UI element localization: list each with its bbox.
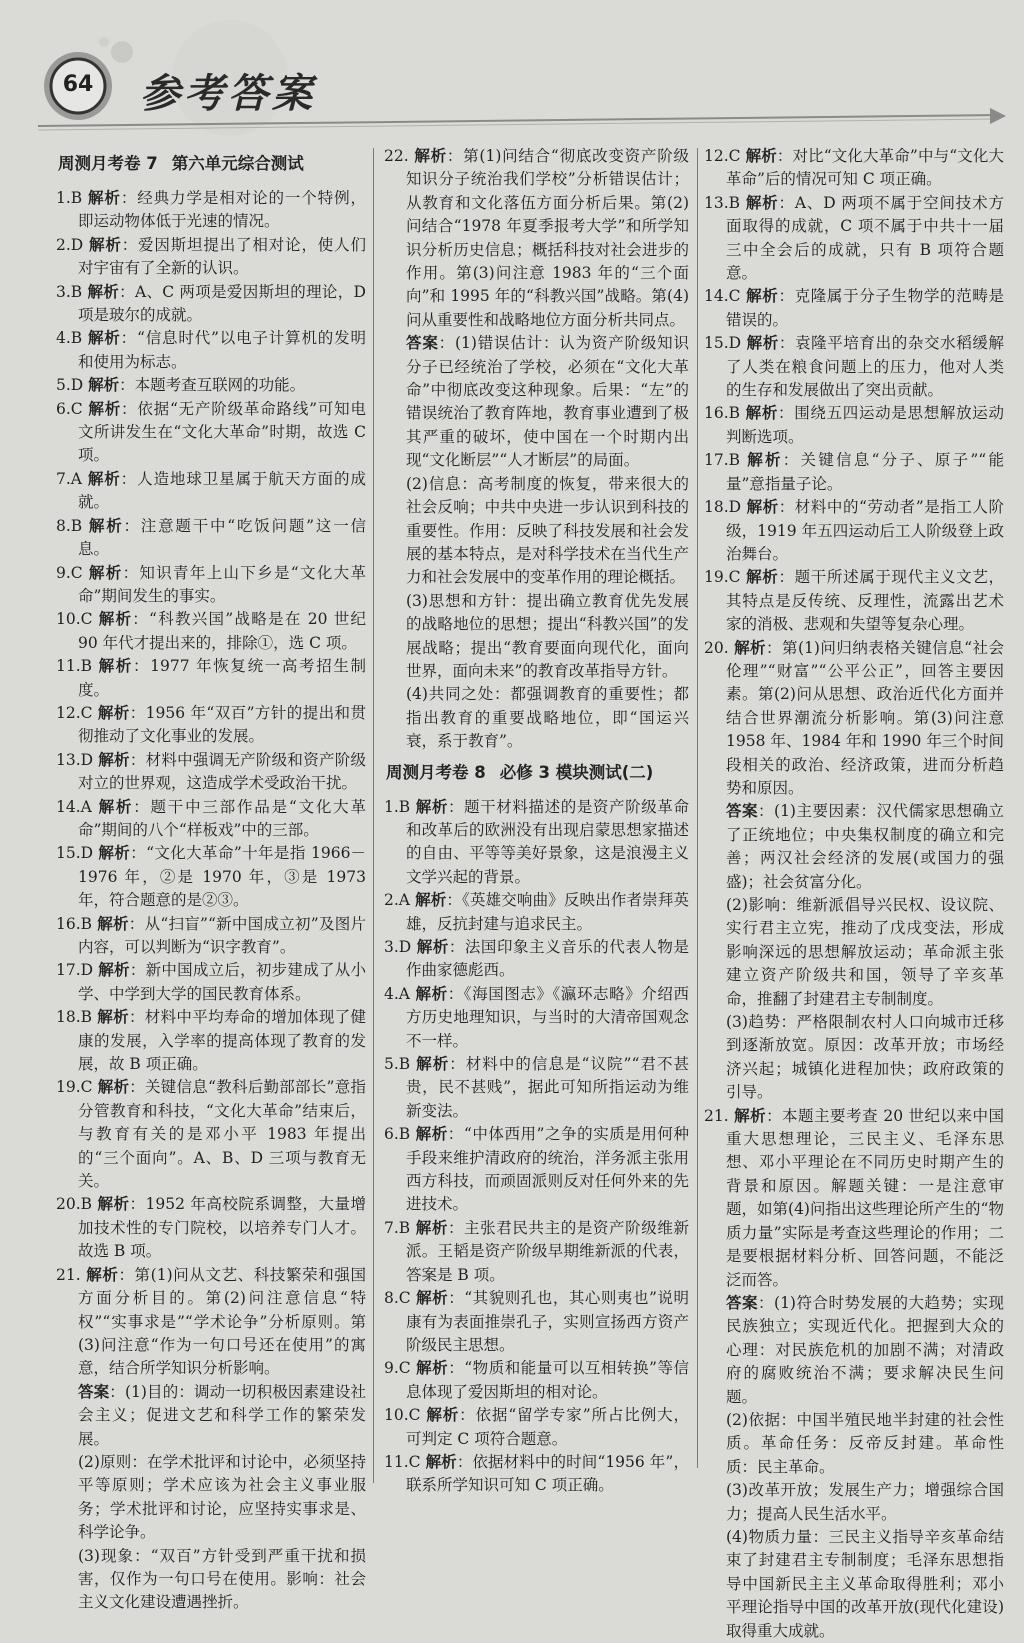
question-number: 11.C	[384, 1452, 421, 1471]
question-number: 6.C	[56, 399, 83, 418]
answer-label: 解析	[426, 1406, 460, 1425]
question-number: 3.D	[384, 938, 412, 956]
answer-item	[384, 936, 689, 983]
question-number: 7.B	[384, 1218, 411, 1237]
question-number: 7.A	[56, 469, 82, 488]
answer-item	[704, 449, 1004, 496]
answer-label: 解析	[746, 334, 779, 353]
answer-text: ：依据材料中的时间“1956 年”，联系所学知识可知 C 项正确。	[406, 1452, 689, 1495]
answer-text: (4)物质力量：三民主义指导辛亥革命结束了封建君主专制制度；毛泽东思想指导中国新民主主义革命取得胜利；邓小平理论指导中国的改革开放(现代化建设)取得重大成就。	[726, 1527, 1004, 1640]
page-title: 参考答案	[140, 71, 316, 117]
answer-item	[56, 959, 366, 1006]
answer-continuation	[56, 1451, 366, 1545]
answer-label: 解析	[415, 984, 448, 1003]
question-number: 17.D	[56, 961, 94, 980]
section-title	[386, 760, 689, 786]
answer-text: ：1956 年“双百”方针的提出和贯彻推动了文化事业的发展。	[78, 703, 366, 746]
answer-text: ：知识青年上山下乡是“文化大革命”期间发生的事实。	[78, 563, 366, 605]
question-number: 12.C	[704, 147, 741, 165]
answer-item	[56, 234, 366, 281]
answer-column-2	[384, 145, 689, 1498]
answer-label: 解析	[86, 1265, 119, 1284]
answer-continuation	[704, 1479, 1004, 1526]
answer-item	[56, 374, 366, 397]
page-header	[0, 0, 1024, 140]
answer-text: ：经典力学是相对论的一个特例，即运动物体低于光速的情况。	[78, 189, 366, 231]
answer-item	[704, 566, 1004, 636]
question-number: 15.D	[56, 844, 94, 863]
question-number: 14.A	[56, 797, 92, 816]
answer-label: 解析	[415, 1218, 448, 1237]
answer-text: ：对比“文化大革命”中与“文化大革命”后的情况可知 C 项正确。	[726, 147, 1004, 189]
answer-item	[56, 913, 366, 960]
answer-item	[56, 842, 366, 912]
question-number: 10.C	[56, 610, 93, 629]
answer-text: ：依据“留学专家”所占比例大，可判定 C 项符合题意。	[406, 1406, 689, 1448]
answer-label: 解析	[746, 568, 779, 587]
answer-continuation	[704, 1409, 1004, 1479]
section-title-code: 周测月考卷 8	[386, 762, 486, 782]
answer-item	[56, 562, 366, 609]
answer-item	[56, 608, 366, 655]
answer-continuation	[384, 332, 689, 472]
answer-item	[384, 1357, 689, 1404]
answer-label: 答案	[78, 1382, 110, 1401]
answer-item	[56, 1193, 366, 1263]
answer-item	[704, 637, 1004, 801]
answer-item	[56, 796, 366, 843]
question-number: 19.C	[56, 1078, 93, 1097]
answer-text: (3)现象：“双百”方针受到严重干扰和损害，仅作为一句口号在使用。影响：社会主义文化建设遭遇挫折。	[78, 1546, 366, 1612]
answer-label: 解析	[745, 147, 777, 165]
question-number: 20.B	[56, 1195, 93, 1214]
answer-item	[56, 187, 366, 234]
answer-label: 解析	[88, 516, 124, 535]
question-number: 9.C	[384, 1359, 411, 1378]
answer-item	[56, 468, 366, 515]
answer-label: 解析	[416, 1289, 449, 1308]
answer-text: ：新中国成立后，初步建成了从小学、中学到大学的国民教育体系。	[78, 961, 366, 1003]
answer-text: ：A、D 两项不属于空间技术方面取得的成就，C 项不属于中共十一届三中全会后的成就，只有 B 项符合题意。	[726, 193, 1004, 283]
answer-label: 解析	[97, 1008, 129, 1027]
answer-item	[384, 796, 689, 890]
answer-label: 解析	[416, 938, 449, 956]
question-number: 21.	[704, 1106, 729, 1125]
answer-label: 解析	[746, 498, 779, 517]
question-number: 18.D	[704, 498, 742, 517]
answer-label: 解析	[98, 750, 130, 769]
question-number: 13.D	[56, 750, 94, 769]
answer-text: ：克隆属于分子生物学的范畴是错误的。	[726, 287, 1004, 329]
question-number: 8.B	[56, 516, 83, 535]
question-number: 18.B	[56, 1008, 93, 1027]
answer-text: (3)思想和方针：提出确立教育优先发展的战略地位的思想；提出“科教兴国”的发展战略；提出“教育要面向现代化，面向世界，面向未来”的教育改革指导方针。	[406, 591, 689, 680]
answer-label: 解析	[97, 703, 130, 722]
answer-text: (3)趋势：严格限制农村人口向城市迁移到逐渐放宽。原因：改革开放；市场经济兴起；城镇化进程加快；政府政策的引导。	[726, 1013, 1004, 1102]
answer-text: (2)信息：高考制度的恢复，带来很大的社会反响；中共中央进一步认识到科技的重要性。作用：反映了科技发展和社会发展的基本特点，是对科学技术在当代生产力和社会发展中的变革作用的理论概括。	[406, 474, 689, 587]
answer-text: ：材料中强调无产阶级和资产阶级对立的世界观，这造成学术受政治干扰。	[78, 750, 366, 793]
answer-text: ：“其貌则孔也，其心则夷也”说明康有为表面推崇孔子，实则宣扬西方资产阶级民主思想。	[406, 1289, 689, 1354]
answer-text: ：《海国图志》《瀛环志略》介绍西方历史地理知识，与当时的大清帝国观念不一样。	[406, 984, 689, 1050]
answer-item	[384, 145, 689, 332]
answer-continuation	[384, 683, 689, 753]
answer-text: ：法国印象主义音乐的代表人物是作曲家德彪西。	[406, 938, 689, 980]
question-number: 16.B	[704, 404, 741, 423]
answer-label: 解析	[97, 1078, 130, 1097]
answer-item	[704, 496, 1004, 566]
answer-text: ：(1)主要因素：汉代儒家思想确立了正统地位；中央集权制度的确立和完善；两汉社会经济的发展(或国力的强盛)；社会贫富分化。	[726, 802, 1004, 891]
answer-label: 解析	[734, 638, 767, 657]
section-title-code: 周测月考卷 7	[58, 154, 158, 173]
answer-text: ：人造地球卫星属于航天方面的成就。	[78, 469, 366, 512]
question-number: 10.C	[384, 1406, 421, 1425]
answer-label: 解析	[745, 193, 779, 212]
column-divider-1	[373, 148, 374, 1483]
section-title	[58, 151, 366, 177]
answer-item	[704, 1105, 1004, 1292]
answer-label: 解析	[88, 376, 120, 395]
answer-item	[56, 281, 366, 328]
answer-text: ：“信息时代”以电子计算机的发明和使用为标志。	[78, 329, 366, 371]
question-number: 6.B	[384, 1125, 411, 1144]
answer-continuation	[704, 1526, 1004, 1643]
answer-item	[384, 983, 689, 1053]
answer-text: ：(1)错误估计：认为资产阶级知识分子已经统治了学校，必须在“文化大革命”中彻底改变这种现象。后果：“左”的错误统治了教育阵地，教育事业遭到了极其严重的破坏，使中国在一个时期内出现“文化断层”“人才断层”的局面。	[406, 334, 689, 470]
answer-label: 解析	[87, 329, 121, 348]
answer-item	[56, 1264, 366, 1381]
answer-text: ：(1)目的：调动一切积极因素建设社会主义；促进文艺和科学工作的繁荣发展。	[78, 1382, 366, 1448]
answer-text: ：第(1)问从文艺、科技繁荣和强国方面分析目的。第(2)问注意信息“特权”“实事求是”“学术论争”分析原则。第(3)问注意“作为一句口号还在使用”的寓意，结合所学知识分析影响。	[78, 1265, 366, 1378]
answer-label: 解析	[745, 404, 779, 423]
answer-text: ：从“扫盲”“新中国成立初”及图片内容，可以判断为“识字教育”。	[78, 914, 366, 956]
answer-text: ：材料中的信息是“议院”“君不甚贵，民不甚贱”，据此可知所指运动为维新变法。	[406, 1055, 689, 1120]
answer-text: ：题干中三部作品是“文化大革命”期间的八个“样板戏”中的三部。	[78, 797, 366, 839]
answer-label: 解析	[425, 1452, 457, 1471]
answer-label: 解析	[97, 1195, 130, 1214]
question-number: 20.	[704, 638, 729, 657]
answer-continuation	[704, 1292, 1004, 1409]
answer-item	[56, 749, 366, 796]
answer-label: 解析	[98, 610, 133, 629]
answer-label: 解析	[415, 891, 447, 910]
question-number: 15.D	[704, 334, 742, 353]
question-number: 14.C	[704, 287, 741, 306]
answer-item	[56, 327, 366, 374]
answer-continuation	[704, 894, 1004, 1011]
answer-text: ：A、C 两项是爱因斯坦的理论，D 项是玻尔的成就。	[78, 282, 366, 325]
answer-label: 答案	[726, 802, 759, 821]
question-number: 22.	[384, 147, 409, 165]
question-number: 19.C	[704, 568, 741, 587]
answer-item	[56, 1006, 366, 1076]
answer-label: 解析	[746, 287, 779, 306]
answer-text: ：“物质和能量可以互相转换”等信息体现了爱因斯坦的相对论。	[406, 1359, 689, 1401]
answer-item	[384, 1053, 689, 1123]
answer-label: 解析	[97, 914, 129, 933]
answer-continuation	[56, 1381, 366, 1451]
answer-text: ：“文化大革命”十年是指 1966－1976 年，②是 1970 年，③是 1973 年，符合题意的是②③。	[78, 844, 366, 910]
question-number: 16.B	[56, 914, 93, 933]
question-number: 9.C	[56, 563, 83, 582]
question-number: 12.C	[56, 703, 93, 722]
question-number: 13.B	[704, 193, 741, 212]
answer-item	[56, 702, 366, 749]
answer-label: 答案	[726, 1293, 759, 1312]
page-number: 64	[62, 72, 94, 97]
answer-item	[384, 1123, 689, 1217]
answer-text: ：注意题干中“吃饭问题”这一信息。	[78, 516, 366, 559]
answer-text: ：材料中的“劳动者”是指工人阶级，1919 年五四运动后工人阶级登上政治舞台。	[726, 498, 1004, 563]
answer-label: 解析	[734, 1106, 767, 1125]
question-number: 17.B	[704, 451, 741, 470]
answer-text: ：题干所述属于现代主义文艺，其特点是反传统、反理性，流露出艺术家的消极、悲观和失望等复杂心理。	[726, 568, 1004, 634]
question-number: 1.B	[384, 797, 411, 816]
answer-text: ：第(1)问结合“彻底改变资产阶级知识分子统治我们学校”分析错误估计；从教育和文化落伍方面分析后果。第(2)问结合“1978 年夏季报考大学”和所学知识分析历史信息；概括科技对社会进步的作用。第(3)问注意 1983 年的“三个面向”和 1995 年的“科教兴国”战略。第(4)问从重要性和战略地位方面分析共同点。	[406, 147, 689, 329]
answer-text: ：围绕五四运动是思想解放运动判断选项。	[726, 404, 1004, 446]
answer-text: ：材料中平均寿命的增加体现了健康的发展，入学率的提高体现了教育的发展，故 B 项正确。	[78, 1008, 366, 1074]
answer-label: 解析	[415, 1125, 448, 1144]
answer-label: 解析	[87, 469, 121, 488]
answer-text: ：1952 年高校院系调整，大量增加技术性的专门院校，以培养专门人才。故选 B 项。	[78, 1195, 366, 1261]
answer-text: (2)影响：维新派倡导兴民权、设议院、实行君主立宪，推动了戊戌变法，形成影响深远的思想解放运动；革命派主张建立资产阶级共和国，领导了辛亥革命，推翻了封建君主专制制度。	[726, 896, 1004, 1008]
answer-column-3	[704, 145, 1004, 1643]
answer-item	[56, 1076, 366, 1193]
question-number: 2.A	[384, 891, 410, 910]
answer-item	[704, 285, 1004, 332]
answer-text: (2)依据：中国半殖民地半封建的社会性质。革命任务：反帝反封建。革命性质：民主革命。	[726, 1410, 1004, 1476]
answer-text: ：“科教兴国”战略是在 20 世纪 90 年代才提出来的，排除①，选 C 项。	[78, 610, 366, 652]
answer-text: ：主张君民共主的是资产阶级维新派。王韬是资产阶级早期维新派的代表，答案是 B 项。	[406, 1218, 689, 1284]
answer-column-1	[56, 145, 366, 1615]
answer-label: 解析	[89, 235, 122, 254]
answer-item	[704, 332, 1004, 402]
question-number: 5.B	[384, 1055, 411, 1074]
answer-text: ：《英雄交响曲》反映出作者崇拜英雄，反抗封建与追求民主。	[406, 891, 689, 933]
question-number: 3.B	[56, 282, 83, 301]
answer-label: 解析	[88, 399, 122, 418]
answer-item	[56, 655, 366, 702]
answer-text: ：依据“无产阶级革命路线”可知电文所讲发生在“文化大革命”时期，故选 C项。	[78, 399, 366, 465]
answer-item	[56, 398, 366, 468]
answer-label: 解析	[88, 563, 123, 582]
question-number: 1.B	[56, 189, 83, 207]
answer-item	[704, 145, 1004, 192]
answer-text: (2)原则：在学术批评和讨论中，必须坚持平等原则；学术应该为社会主义事业服务；学术批评和讨论，应坚持实事求是、科学论争。	[78, 1452, 366, 1542]
question-number: 4.B	[56, 329, 83, 348]
answer-label: 解析	[98, 657, 133, 676]
answer-label: 解析	[416, 1055, 450, 1074]
answer-label: 解析	[414, 147, 447, 165]
answer-text: ：爱因斯坦提出了相对论，使人们对宇宙有了全新的认识。	[78, 235, 366, 278]
answer-text: (4)共同之处：都强调教育的重要性；都指出教育的重要战略地位，即“国运兴衰，系于教育”。	[406, 685, 689, 751]
answer-text: ：关键信息“教科后勤部部长”意指分管教育和科技，“文化大革命”结束后，与教育有关的是邓小平 1983 年提出的“三个面向”。A、B、D 三项与教育无关。	[78, 1078, 366, 1191]
section-title-name: 第六单元综合测试	[171, 154, 304, 173]
question-number: 2.D	[56, 235, 84, 254]
question-number: 8.C	[384, 1289, 411, 1308]
answer-item	[384, 889, 689, 936]
section-title-name: 必修 3 模块测试(二)	[499, 762, 654, 782]
question-number: 5.D	[56, 376, 84, 395]
answer-item	[384, 1217, 689, 1287]
answer-item	[384, 1404, 689, 1451]
answer-item	[384, 1451, 689, 1498]
answer-text: ：本题考查互联网的功能。	[119, 376, 306, 395]
answer-label: 解析	[88, 189, 121, 207]
answer-text: ：“中体西用”之争的实质是用何种手段来维护清政府的统治，洋务派主张用西方科技，而顽固派则反对任何外来的先进技术。	[406, 1125, 689, 1214]
answer-text: ：袁隆平培育出的杂交水稻缓解了人类在粮食问题上的压力，他对人类的生存和发展做出了突出贡献。	[726, 334, 1004, 400]
answer-item	[384, 1287, 689, 1357]
question-number: 4.A	[384, 984, 410, 1003]
answer-item	[704, 192, 1004, 286]
answer-continuation	[56, 1545, 366, 1615]
answer-continuation	[384, 473, 689, 590]
answer-text: ：1977 年恢复统一高考招生制度。	[78, 657, 366, 699]
answer-text: ：第(1)问归纳表格关键信息“社会伦理”“财富”“公平公正”，回答主要因素。第(2)问从思想、政治近代化方面并结合世界潮流分析影响。第(3)问注意 1958 年、1984 年和 1990 年三个时间段相关的政治、经济政策，进而分析趋势和原因。	[726, 638, 1004, 797]
answer-text: ：(1)符合时势发展的大趋势；实现民族独立；实现近代化。把握到大众的心理：对民族危机的加剧不满；对清政府的腐败统治不满；要求解决民生问题。	[726, 1293, 1004, 1406]
answer-label: 答案	[406, 334, 439, 353]
answer-label: 解析	[416, 1359, 449, 1378]
answer-continuation	[704, 1011, 1004, 1105]
answer-label: 解析	[98, 961, 130, 980]
answer-label: 解析	[98, 797, 134, 816]
answer-label: 解析	[87, 282, 120, 301]
answer-text: (3)改革开放；发展生产力；增强综合国力；提高人民生活水平。	[726, 1481, 1004, 1523]
answer-label: 解析	[747, 451, 783, 470]
answer-text: ：关键信息“分子、原子”“能量”意指量子论。	[726, 451, 1004, 493]
question-number: 11.B	[56, 657, 93, 676]
answer-text: ：题干材料描述的是资产阶级革命和改革后的欧洲没有出现启蒙思想家描述的自由、平等等美好景象，这是浪漫主义文学兴起的背景。	[406, 797, 689, 886]
answer-label: 解析	[98, 844, 131, 863]
answer-item	[56, 515, 366, 562]
answer-label: 解析	[415, 797, 448, 816]
answer-item	[704, 402, 1004, 449]
column-divider-2	[697, 148, 698, 1468]
answer-text: ：本题主要考查 20 世纪以来中国重大思想理论，三民主义、毛泽东思想、邓小平理论在不同历史时期产生的背景和原因。解题关键：一是注意审题，如第(4)问指出这些理论所产生的“物质力量”实际是考查这些理论的作用；二是要根据材料分析、回答问题，不能泛泛而答。	[726, 1106, 1004, 1289]
question-number: 21.	[56, 1265, 81, 1284]
answer-continuation	[384, 590, 689, 684]
answer-continuation	[704, 800, 1004, 894]
